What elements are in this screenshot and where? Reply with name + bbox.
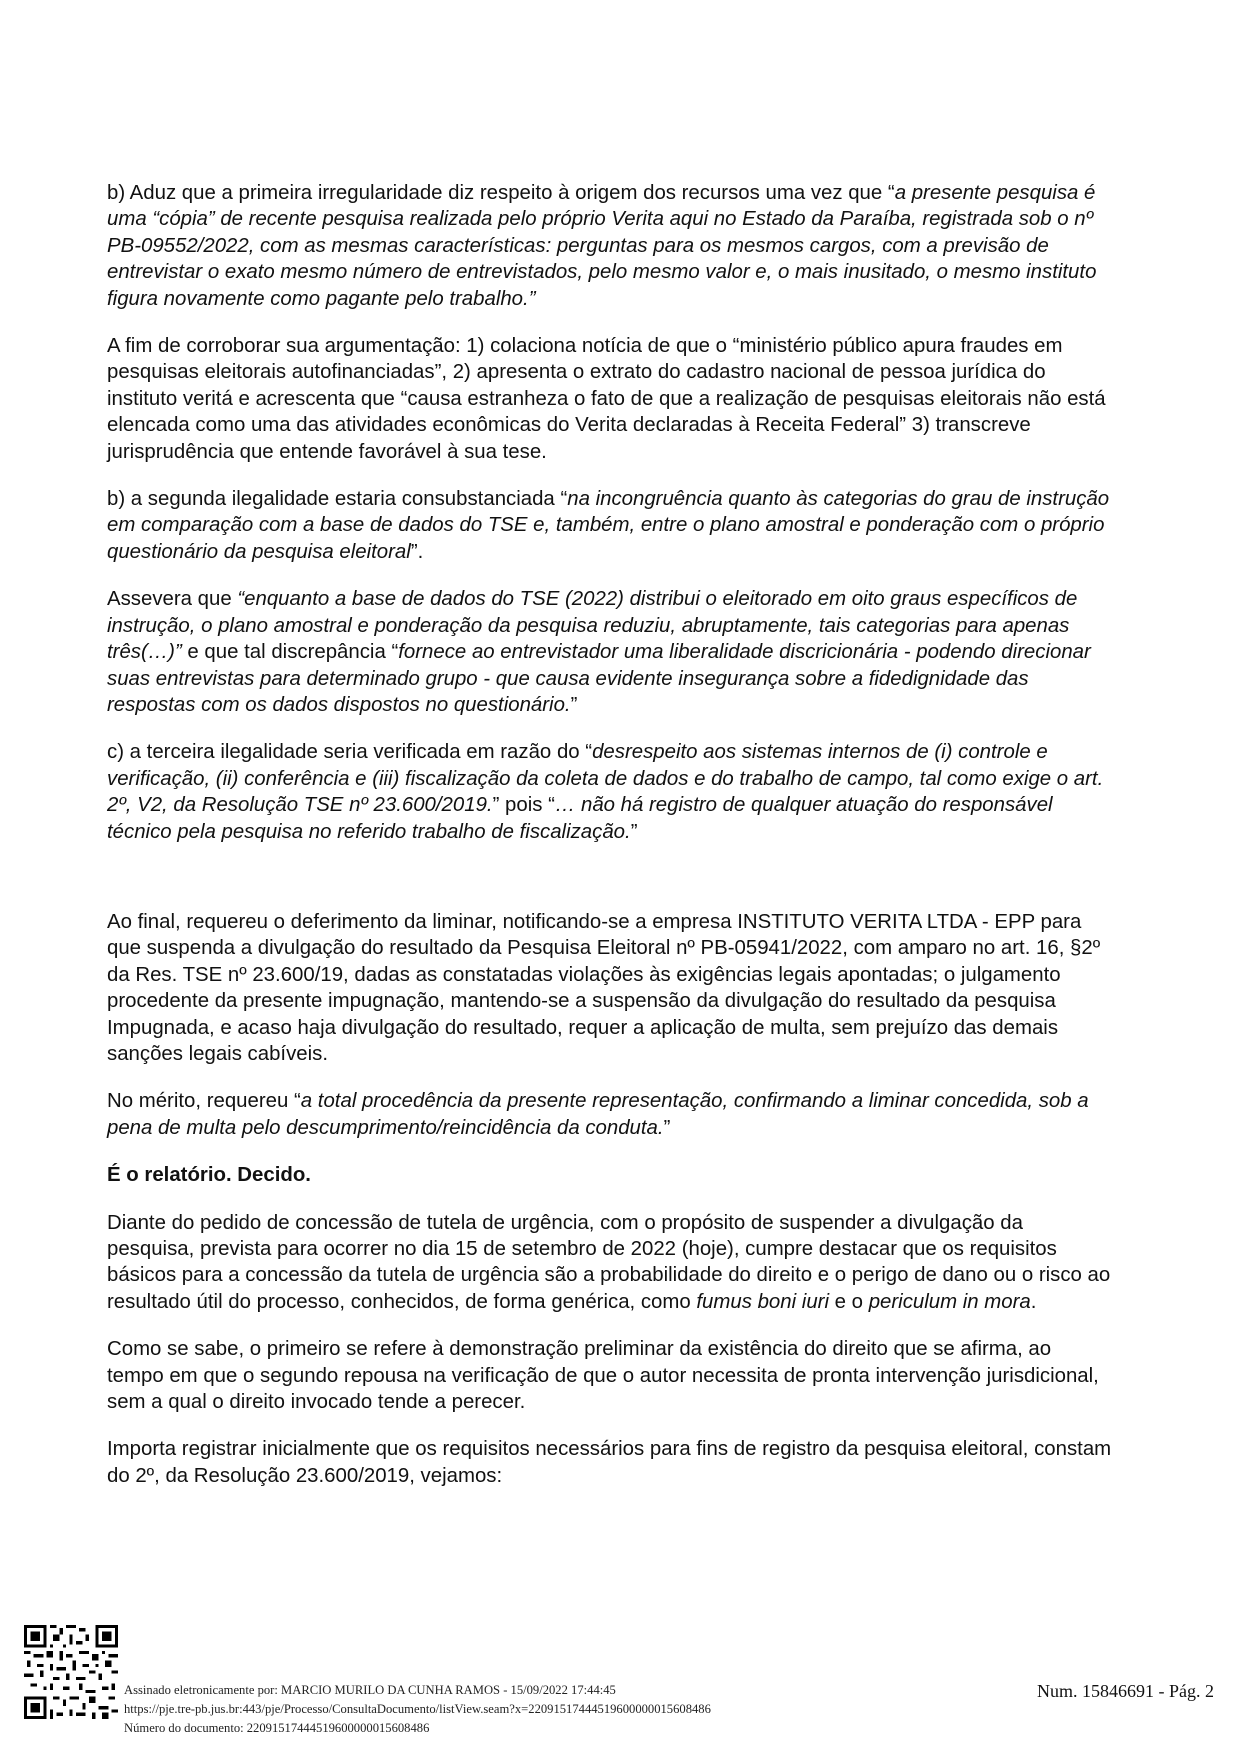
paragraph-urgency: Diante do pedido de concessão de tutela de urgência, com o propósito de suspender a divulgação da pesquisa, prevista para ocorrer no dia 15 de setembro de 2022 (hoje), cumpre destacar que os requisitos básicos para a concessão da tutela de urgência são a probabilidade do direito e o perigo de dano ou o risco ao resultado útil do processo, conhecidos, de forma genérica, como fumus boni iuri e o periculum in mora.: [107, 1211, 1111, 1313]
paragraph-registration-requirements: Importa registrar inicialmente que os requisitos necessários para fins de registro da pesquisa eleitoral, constam do 2º, da Resolução 23.600/2019, vejamos:: [107, 1438, 1112, 1487]
paragraph-origin-of-resources: b) Aduz que a primeira irregularidade diz respeito à origem dos recursos uma vez que “a presente pesquisa é uma “cópia” de recente pesquisa realizada pelo próprio Verita aqui no Estado da Paraíba, registrada sob o nº PB-09552/2022, com as mesmas características: perguntas para os mesmos cargos, com a previsão de entrevistar o exato mesmo número de entrevistados, pelo mesmo valor e, o mais inusitado, o mesmo instituto figura novamente como pagante pelo trabalho.”: [107, 182, 1097, 310]
signed-by-line: Assinado eletronicamente por: MARCIO MURILO DA CUNHA RAMOS - 15/09/2022 17:44:45: [124, 1683, 616, 1697]
paragraph-second-illegality: b) a segunda ilegalidade estaria consubstanciada “na incongruência quanto às categorias do grau de instrução em comparação com a base de dados do TSE e, também, entre o plano amostral e ponderação com o próprio questionário da pesquisa eleitoral”.: [107, 488, 1110, 563]
paragraph-merit: No mérito, requereu “a total procedência da presente representação, confirmando a liminar concedida, sob a pena de multa pelo descumprimento/reincidência da conduta.”: [107, 1090, 1089, 1139]
document-number-line: Número do documento: 22091517444519600000015608486: [124, 1721, 430, 1735]
paragraph-assertion: Assevera que “enquanto a base de dados do TSE (2022) distribui o eleitorado em oito graus específicos de instrução, o plano amostral e ponderação da pesquisa reduziu, abruptamente, tais categorias para apenas três(…)” e que tal discrepância “fornece ao entrevistador uma liberalidade discricionária - podendo direcionar suas entrevistas para determinado grupo - que causa evidente insegurança sobre a fidedignidade das respostas com os dados dispostos no questionário.”: [107, 588, 1091, 716]
paragraph-report-heading: É o relatório. Decido.: [107, 1164, 311, 1187]
qr-code-icon: [24, 1625, 118, 1719]
document-url-line: https://pje.tre-pb.jus.br:443/pje/Processo/ConsultaDocumento/listView.seam?x=22091517444519600000015608486: [124, 1702, 711, 1716]
paragraph-requirements-explained: Como se sabe, o primeiro se refere à demonstração preliminar da existência do direito que se afirma, ao tempo em que o segundo repousa na verificação de que o autor necessita de pronta intervenção jurisdicional, sem a qual o direito invocado tende a perecer.: [107, 1338, 1099, 1414]
signature-block: [124, 1681, 711, 1738]
document-body: [107, 180, 1112, 1510]
page-number: Num. 15846691 - Pág. 2: [1037, 1681, 1214, 1701]
paragraph-third-illegality: c) a terceira ilegalidade seria verificada em razão do “desrespeito aos sistemas internos de (i) controle e verificação, (ii) conferência e (iii) fiscalização da coleta de dados e do trabalho de campo, tal como exige o art. 2º, V2, da Resolução TSE nº 23.600/2019.” pois “… não há registro de qualquer atuação do responsável técnico pela pesquisa no referido trabalho de fiscalização.”: [107, 741, 1104, 843]
paragraph-final-request: Ao final, requereu o deferimento da liminar, notificando-se a empresa INSTITUTO VERITA LTDA - EPP para que suspenda a divulgação do resultado da Pesquisa Eleitoral nº PB-05941/2022, com amparo no art. 16, §2º da Res. TSE nº 23.600/19, dadas as constatadas violações às exigências legais apontadas; o julgamento procedente da presente impugnação, mantendo-se a suspensão da divulgação do resultado da pesquisa Impugnada, e acaso haja divulgação do resultado, requer a aplicação de multa, sem prejuízo das demais sanções legais cabíveis.: [107, 910, 1101, 1065]
paragraph-argumentation: A fim de corroborar sua argumentação: 1) colaciona notícia de que o “ministério público apura fraudes em pesquisas eleitorais autofinanciadas”, 2) apresenta o extrato do cadastro nacional de pessoa jurídica do instituto veritá e acrescenta que “causa estranheza o fato de que a realização de pesquisas eleitorais não está elencada como uma das atividades econômicas do Verita declaradas à Receita Federal” 3) transcreve jurisprudência que entende favorável à sua tese.: [107, 335, 1106, 463]
